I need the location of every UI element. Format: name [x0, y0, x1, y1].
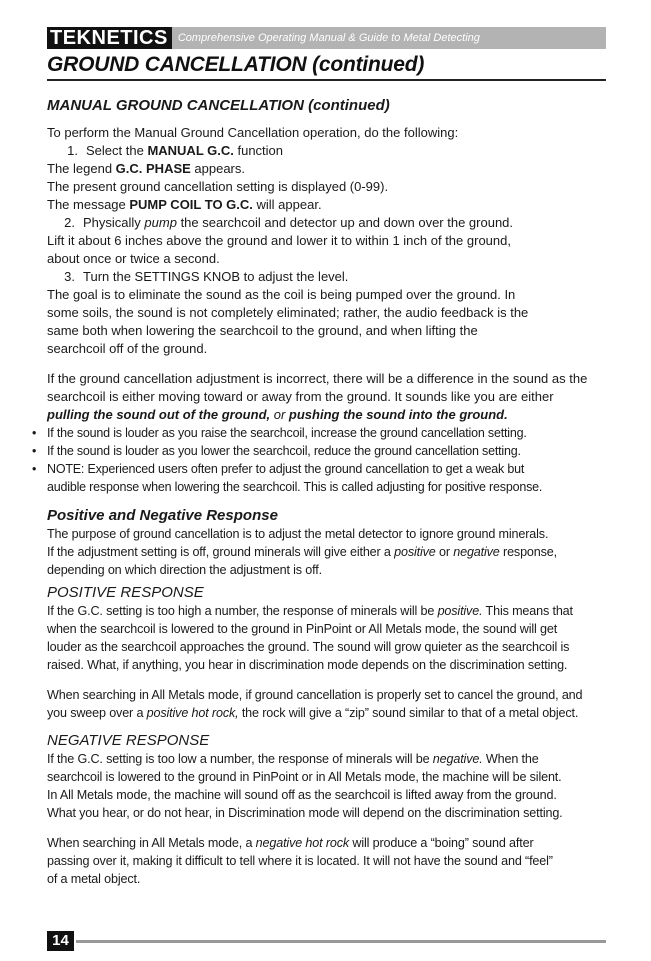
bullet-item: • If the sound is louder as you lower the searchcoil, reduce the ground cancellation setting. [32, 444, 521, 458]
negative-paragraph-2: passing over it, making it difficult to tell where it is located. It will not have the sound and “feel” [47, 854, 553, 868]
step-3-detail: searchcoil off of the ground. [47, 341, 208, 356]
negative-paragraph: In All Metals mode, the machine will sound off as the searchcoil is lifted away from the ground. [47, 788, 557, 802]
negative-paragraph-2: of a metal object. [47, 872, 141, 886]
positive-paragraph: raised. What, if anything, you hear in discrimination mode depends on the discrimination setting. [47, 658, 568, 672]
negative-paragraph: searchcoil is lowered to the ground in PinPoint or in All Metals mode, the machine will be silent. [47, 770, 562, 784]
section-heading-negative: NEGATIVE RESPONSE [47, 732, 210, 749]
posneg-paragraph: If the adjustment setting is off, ground minerals will give either a positive or negative response, [47, 545, 557, 559]
incorrect-emphasis: pulling the sound out of the ground, or pushing the sound into the ground. [47, 407, 508, 422]
page-title: GROUND CANCELLATION (continued) [47, 53, 425, 76]
incorrect-paragraph: searchcoil is either moving toward or away from the ground. It sounds like you are either [47, 389, 554, 404]
positive-paragraph: If the G.C. setting is too high a number, the response of minerals will be positive. This means that [47, 604, 573, 618]
step-3-detail: same both when lowering the searchcoil to the ground, and when lifting the [47, 323, 478, 338]
negative-paragraph-2: When searching in All Metals mode, a negative hot rock will produce a “boing” sound after [47, 836, 534, 850]
section-heading-manual: MANUAL GROUND CANCELLATION (continued) [47, 97, 390, 114]
intro-text: To perform the Manual Ground Cancellation operation, do the following: [47, 125, 459, 140]
negative-paragraph: If the G.C. setting is too low a number, the response of minerals will be negative. When the [47, 752, 539, 766]
step-1: 1. Select the MANUAL G.C. function [50, 142, 607, 160]
positive-paragraph-2: When searching in All Metals mode, if ground cancellation is properly set to cancel the ground, and [47, 688, 583, 702]
positive-paragraph: when the searchcoil is lowered to the ground in PinPoint or All Metals mode, the sound will get [47, 622, 558, 636]
bullet-item: • If the sound is louder as you raise the searchcoil, increase the ground cancellation setting. [32, 426, 527, 440]
positive-paragraph: louder as the searchcoil approaches the ground. The sound will grow quieter as the searchcoil is [47, 640, 570, 654]
section-heading-positive: POSITIVE RESPONSE [47, 584, 204, 601]
step-2-detail: Lift it about 6 inches above the ground and lower it to within 1 inch of the ground, [47, 233, 511, 248]
step-number: 3. [64, 269, 75, 284]
step-1-message: The message PUMP COIL TO G.C. will appear. [47, 197, 322, 212]
posneg-paragraph: The purpose of ground cancellation is to adjust the metal detector to ignore ground minerals. [47, 527, 549, 541]
incorrect-paragraph: If the ground cancellation adjustment is incorrect, there will be a difference in the sound as the [47, 371, 588, 386]
positive-paragraph-2: you sweep over a positive hot rock, the rock will give a “zip” sound similar to that of a metal object. [47, 706, 579, 720]
step-2: 2. Physically pump the searchcoil and detector up and down over the ground. [47, 214, 607, 232]
step-3-detail: some soils, the sound is not completely eliminated; rather, the audio feedback is the [47, 305, 529, 320]
step-3-detail: The goal is to eliminate the sound as the coil is being pumped over the ground. In [47, 287, 516, 302]
step-1-setting: The present ground cancellation setting is displayed (0-99). [47, 179, 389, 194]
negative-paragraph: What you hear, or do not hear, in Discrimination mode will depend on the discrimination setting. [47, 806, 563, 820]
posneg-paragraph: depending on which direction the adjustment is off. [47, 563, 322, 577]
step-3: 3. Turn the SETTINGS KNOB to adjust the level. [47, 268, 607, 286]
step-1-legend: The legend G.C. PHASE appears. [47, 161, 245, 176]
bullet-item: • NOTE: Experienced users often prefer to adjust the ground cancellation to get a weak but [32, 462, 525, 476]
step-2-detail: about once or twice a second. [47, 251, 220, 266]
header-tagline: Comprehensive Operating Manual & Guide to Metal Detecting [172, 27, 606, 49]
step-number: 1. [67, 143, 78, 158]
header-bar [47, 27, 606, 49]
section-heading-posneg: Positive and Negative Response [47, 507, 278, 524]
page-number: 14 [47, 931, 74, 951]
step-number: 2. [64, 215, 75, 230]
footer-divider [76, 940, 606, 943]
page-body [32, 96, 607, 888]
brand-logo: TEKNETICS [47, 27, 172, 49]
title-divider [47, 79, 606, 81]
bullet-item-cont: audible response when lowering the searchcoil. This is called adjusting for positive response. [47, 480, 543, 494]
